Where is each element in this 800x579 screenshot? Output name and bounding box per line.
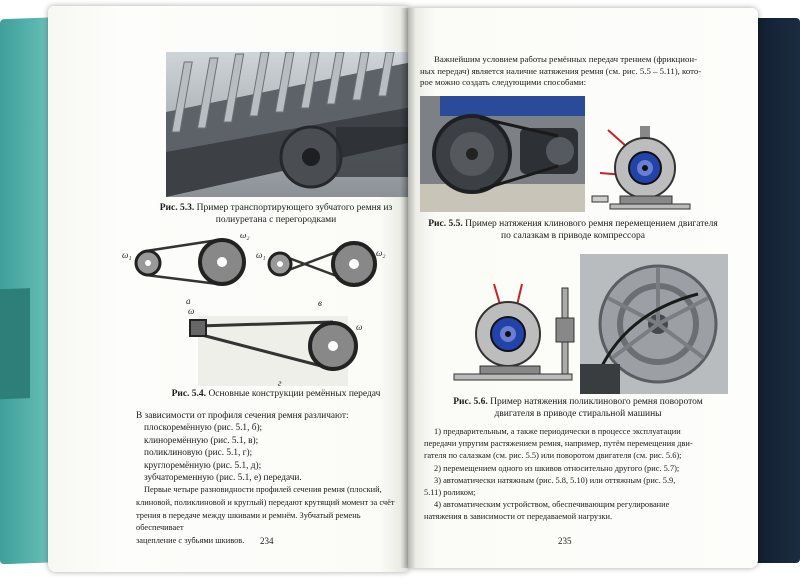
- semi-crossed-belt-drive-diagram: [188, 306, 362, 388]
- list-item: клиноремённую (рис. 5.1, в);: [144, 435, 259, 446]
- profile-intro: В зависимости от профиля сечения ремня различают:: [136, 411, 349, 421]
- fig-5-3-label: Рис. 5.3.: [159, 203, 195, 213]
- omega-label: ω₂: [376, 248, 386, 258]
- fig-5-5-caption-text: Пример натяжения клинового ремня перемещением двигателя по салазкам в приводе компрессора: [465, 219, 718, 241]
- list-item: натяжения в зависимости от передаваемой нагрузки.: [424, 512, 613, 522]
- text-line: рое можно создать следующими способами:: [420, 77, 587, 87]
- tension-methods-list: [424, 426, 736, 524]
- list-item: зубчатоременную (рис. 5.1, е) передачи.: [144, 473, 302, 484]
- text-line: Первые четыре разновидности профилей сечения ремня (плоский,: [144, 485, 382, 495]
- fig-5-5-label: Рис. 5.5.: [428, 219, 463, 229]
- fig-5-6-caption: [438, 396, 718, 420]
- fig-5-6-photo: [580, 254, 728, 394]
- omega-label: ω₂: [240, 234, 250, 240]
- fig-5-3-caption-text: Пример транспортирующего зубчатого ремня из полиуретана с перегородками: [196, 203, 393, 225]
- list-item: передачи упругим растяжением ремня, например, путём перемещения дви-: [424, 439, 693, 449]
- list-item: гателя по салазкам (см. рис. 5.5) или поворотом двигателя (см. рис. 5.6);: [424, 451, 682, 461]
- list-item: плоскоремённую (рис. 5.1, б);: [144, 423, 263, 434]
- sub-label-v: в: [318, 298, 322, 308]
- text-line: зацепление с зубьями шкивов.: [136, 535, 245, 545]
- sub-label-g: г: [278, 378, 282, 388]
- fig-5-4-label: Рис. 5.4.: [171, 389, 207, 399]
- omega-label: ω₁: [122, 250, 132, 260]
- list-item: 5.11) роликом;: [424, 488, 476, 498]
- text-line: ных передач) является наличие натяжения ремня (см. рис. 5.5 – 5.11), кото-: [420, 65, 702, 76]
- list-item: 4) автоматическим устройством, обеспечивающим регулирование: [434, 500, 670, 510]
- omega-label: ω: [188, 306, 195, 316]
- fig-5-4-diagrams: [118, 234, 408, 389]
- page-number-left: 234: [260, 536, 274, 546]
- left-body-text: [136, 410, 404, 547]
- text-line: трения в передаче между шкивами и ремнём. Зубчатый ремень обеспечивает: [136, 510, 361, 533]
- list-item: 3) автоматически натяжным (рис. 5.8, 5.10) или оттяжным (рис. 5.9,: [434, 475, 676, 485]
- right-page: [408, 8, 758, 568]
- sub-label-a: а: [186, 296, 191, 306]
- list-item: круглоремённую (рис. 5.1, д);: [144, 460, 262, 471]
- fig-5-5-caption: [428, 218, 718, 242]
- list-item: 1) предварительным, а также периодически в процессе эксплуатации: [434, 427, 681, 436]
- list-item: 2) перемещением одного из шкивов относительно другого (рис. 5.7);: [434, 463, 680, 473]
- profile-types-list: [136, 422, 404, 484]
- crossed-belt-drive-diagram: [256, 243, 385, 308]
- text-line: клиновой, поликлиновой и круглый) передают крутящий момент за счёт: [136, 498, 395, 508]
- cover-stripe: [0, 288, 30, 399]
- book-gutter-shadow: [400, 8, 416, 568]
- fig-5-3-caption: [136, 202, 408, 226]
- text-line: Важнейшим условием работы ремённых передач трением (фрикцион-: [434, 54, 698, 64]
- fig-5-5-schematic: [590, 118, 700, 213]
- list-item: поликлиновую (рис. 5.1, г);: [144, 448, 253, 459]
- fig-5-4-caption-text: Основные конструкции ремённых передач: [208, 389, 381, 399]
- right-intro-text: [420, 54, 725, 89]
- left-page: [48, 6, 408, 572]
- fig-5-6-schematic: [444, 278, 576, 388]
- fig-5-5-photo: [420, 96, 585, 212]
- fig-5-3-photo: [166, 52, 408, 197]
- page-number-right: 235: [558, 536, 572, 546]
- omega-label: ω₁: [256, 250, 266, 260]
- open-belt-drive-diagram: [122, 234, 249, 306]
- omega-label: ω: [356, 322, 363, 332]
- fig-5-6-caption-text: Пример натяжения поликлинового ремня поворотом двигателя в приводе стиральной машины: [490, 397, 703, 419]
- fig-5-6-label: Рис. 5.6.: [453, 397, 488, 407]
- fig-5-4-caption: [136, 388, 408, 400]
